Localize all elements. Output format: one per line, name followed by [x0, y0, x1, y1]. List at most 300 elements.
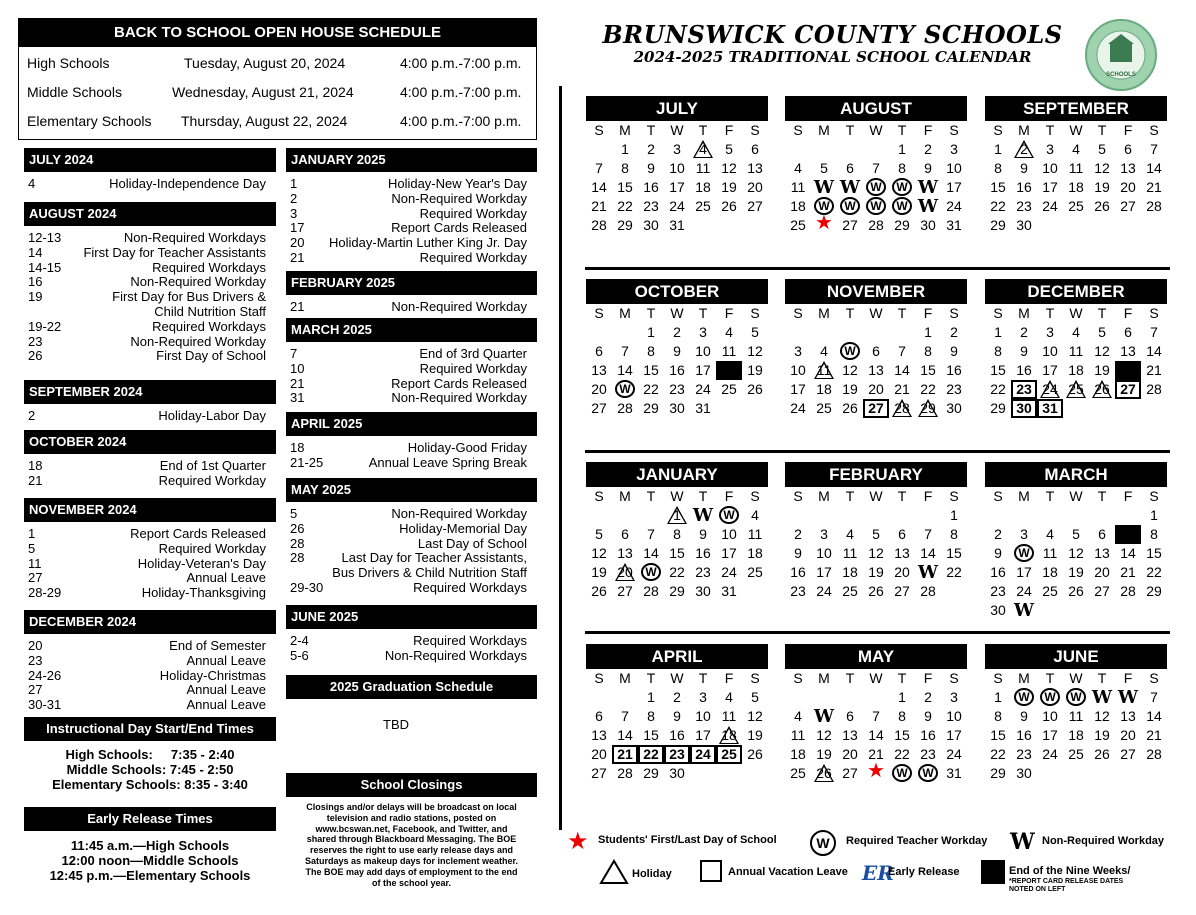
weekday-label: T	[646, 122, 656, 138]
calendar-day: 27	[842, 765, 858, 781]
week-row	[586, 399, 768, 418]
event-description: Holiday-Independence Day	[109, 176, 266, 191]
calendar-empty-cell	[863, 506, 889, 525]
month-title: FEBRUARY	[785, 462, 967, 487]
calendar-empty-cell	[785, 140, 811, 159]
calendar-day: 7	[621, 708, 629, 724]
weekday-label: W	[869, 488, 883, 504]
month-march	[985, 462, 1167, 620]
calendar-day: 25	[747, 564, 763, 580]
weekday-label: W	[670, 122, 684, 138]
calendar-empty-cell	[742, 582, 768, 601]
calendar-day: 9	[924, 708, 932, 724]
weekday-label: F	[923, 305, 933, 321]
calendar-day: 4	[794, 160, 802, 176]
row-divider	[585, 267, 1170, 270]
calendar-day: 19	[868, 564, 884, 580]
section-heading: APRIL 2025	[286, 412, 537, 436]
event-description: Non-Required Workday	[130, 333, 266, 349]
calendar-empty-cell	[785, 688, 811, 707]
calendar-day: 8	[647, 708, 655, 724]
calendar-day: 23	[790, 583, 806, 599]
calendar-day: 3	[950, 689, 958, 705]
calendar-day: 13	[591, 362, 607, 378]
calendar-day: 30	[643, 217, 659, 233]
week-row	[586, 361, 768, 380]
calendar-day: 3	[699, 324, 707, 340]
calendar-empty-cell	[811, 506, 837, 525]
calendar-day: 15	[643, 727, 659, 743]
calendar-empty-cell	[742, 399, 768, 418]
event-date: 3	[290, 205, 298, 221]
event-row	[290, 207, 527, 222]
event-row	[28, 261, 266, 276]
calendar-day: 3	[1046, 141, 1054, 157]
calendar-day: 29	[990, 765, 1006, 781]
calendar-day: 11	[842, 545, 858, 561]
weekday-label: S	[594, 122, 604, 138]
calendar-day: 25	[790, 217, 806, 233]
calendar-day	[837, 197, 863, 216]
event-description: Required Workdays	[413, 633, 527, 648]
event-row	[28, 698, 266, 713]
event-description: First Day for Bus Drivers &	[112, 289, 266, 305]
event-description: Bus Drivers & Child Nutrition Staff	[332, 565, 527, 581]
week-row	[785, 216, 967, 235]
calendar-empty-cell	[1063, 506, 1089, 525]
week-row	[586, 707, 768, 726]
calendar-day: 30	[946, 400, 962, 416]
legend-star-label: Students' First/Last Day of School	[598, 834, 777, 846]
calendar-day: 2	[1020, 324, 1028, 340]
week-row	[985, 707, 1167, 726]
calendar-day: 2	[794, 526, 802, 542]
calendar-day: 30	[990, 602, 1006, 618]
calendar-empty-cell	[1115, 399, 1141, 418]
week-row	[785, 582, 967, 601]
weekday-label: S	[750, 670, 760, 686]
calendar-empty-cell	[612, 688, 638, 707]
calendar-day	[1011, 688, 1037, 707]
calendar-day: 7	[1115, 525, 1141, 544]
weekday-label: T	[1045, 122, 1055, 138]
event-description: Required Workday	[419, 205, 527, 221]
calendar-day: 20	[591, 746, 607, 762]
legend-early-release-label: Early Release	[888, 866, 960, 878]
early-release-line: 12:00 noon—Middle Schools	[61, 853, 239, 868]
calendar-day: 15	[617, 179, 633, 195]
calendar-day: 13	[868, 362, 884, 378]
weekday-label: M	[1018, 670, 1030, 686]
weekday-label: T	[1097, 488, 1107, 504]
school-level: Elementary Schools	[27, 113, 152, 129]
graduation-heading: 2025 Graduation Schedule	[286, 675, 537, 699]
end-of-nine-weeks-icon	[981, 860, 1005, 884]
calendar-day: 11	[695, 160, 711, 176]
weekday-label: W	[1069, 122, 1083, 138]
event-date: 18	[290, 440, 305, 455]
calendar-day: 6	[595, 708, 603, 724]
calendar-day: 29	[643, 765, 659, 781]
calendar-day: 10	[1042, 708, 1058, 724]
event-row	[290, 377, 527, 392]
event-description: Non-Required Workday	[391, 299, 527, 314]
weekday-label: T	[897, 670, 907, 686]
calendar-day: 12	[816, 727, 832, 743]
calendar-day: 4	[846, 526, 854, 542]
row-divider	[585, 631, 1170, 634]
weekday-label: F	[923, 122, 933, 138]
calendar-day: 18	[842, 564, 858, 580]
calendar-day: 27	[842, 217, 858, 233]
week-row	[985, 506, 1167, 525]
calendar-empty-cell	[785, 506, 811, 525]
calendar-day: 26	[1089, 380, 1115, 399]
instructional-heading: Instructional Day Start/End Times	[24, 717, 276, 741]
calendar-empty-cell	[716, 764, 742, 783]
calendar-day: 13	[747, 160, 763, 176]
calendar-day: 30	[695, 583, 711, 599]
calendar-day	[1011, 544, 1037, 563]
calendar-day: 31	[669, 217, 685, 233]
event-date: 12-13	[28, 230, 62, 245]
calendar-day: 1	[994, 141, 1002, 157]
calendar-day: 18	[816, 381, 832, 397]
calendar-day: 21	[1146, 362, 1162, 378]
weekday-label: F	[724, 488, 734, 504]
event-row	[290, 347, 527, 362]
event-date: 30-31	[28, 697, 62, 713]
event-date: 26	[290, 520, 305, 536]
calendar-day: 20	[1094, 564, 1110, 580]
calendar-day: 25	[1063, 380, 1089, 399]
event-row	[290, 192, 527, 207]
calendar-day: 15	[643, 362, 659, 378]
school-level: High Schools	[27, 55, 110, 71]
calendar-day: 14	[617, 727, 633, 743]
weekday-label: T	[1045, 305, 1055, 321]
week-row	[586, 197, 768, 216]
weekday-header	[985, 669, 1167, 688]
event-row	[28, 275, 266, 290]
section-heading: OCTOBER 2024	[24, 430, 276, 454]
week-row	[586, 688, 768, 707]
calendar-day: 17	[695, 727, 711, 743]
calendar-day: 5	[751, 689, 759, 705]
early-release-heading: Early Release Times	[24, 807, 276, 831]
calendar-day	[811, 216, 837, 235]
week-row	[985, 688, 1167, 707]
calendar-day: 11	[721, 343, 737, 359]
event-date: 21	[290, 250, 305, 265]
calendar-day: 17	[1016, 564, 1032, 580]
weekday-label: F	[1123, 305, 1133, 321]
school-level: Middle Schools	[27, 84, 122, 100]
event-description: Required Workday	[419, 360, 527, 376]
calendar-day: 19	[842, 381, 858, 397]
open-house-date: Thursday, August 22, 2024	[181, 113, 348, 129]
calendar-day: 16	[920, 727, 936, 743]
week-row	[985, 563, 1167, 582]
calendar-day: 18	[790, 746, 806, 762]
calendar-day: 16	[643, 179, 659, 195]
weekday-label: F	[1123, 488, 1133, 504]
instructional-line: High Schools: 7:35 - 2:40	[65, 747, 235, 762]
calendar-empty-cell	[985, 506, 1011, 525]
event-row	[28, 349, 266, 364]
calendar-day: 26	[1094, 746, 1110, 762]
calendar-day: 8	[1150, 526, 1158, 542]
row-divider	[585, 450, 1170, 453]
event-date: 14-15	[28, 259, 62, 275]
calendar-day: 1	[621, 141, 629, 157]
calendar-day: 18	[790, 198, 806, 214]
event-row	[290, 391, 527, 406]
calendar-day: 12	[1094, 343, 1110, 359]
weekday-label: S	[949, 488, 959, 504]
weekday-label: T	[1045, 488, 1055, 504]
calendar-day: 20	[868, 381, 884, 397]
calendar-day: 25	[842, 583, 858, 599]
calendar-day: 6	[898, 526, 906, 542]
calendar-day: 13	[1120, 343, 1136, 359]
weekday-label: T	[897, 305, 907, 321]
calendar-day: 1	[994, 689, 1002, 705]
calendar-empty-cell	[1037, 216, 1063, 235]
event-date: 2	[28, 408, 36, 423]
calendar-day: 23	[643, 198, 659, 214]
event-description: Non-Required Workdays	[123, 230, 266, 245]
calendar-day: 11	[811, 361, 837, 380]
open-house-row	[19, 76, 536, 105]
month-june	[985, 644, 1167, 783]
event-description: Annual Leave	[186, 570, 266, 586]
calendar-day: 30	[669, 400, 685, 416]
calendar-empty-cell	[837, 323, 863, 342]
legend-required-label: Required Teacher Workday	[846, 835, 988, 847]
event-row	[28, 669, 266, 684]
calendar-day: 20	[1120, 727, 1136, 743]
section-heading: MAY 2025	[286, 478, 537, 502]
calendar-day	[638, 563, 664, 582]
weekday-label: S	[793, 122, 803, 138]
calendar-empty-cell	[1089, 216, 1115, 235]
event-row	[290, 236, 527, 251]
calendar-day: 10	[721, 526, 737, 542]
calendar-day: 1	[950, 507, 958, 523]
calendar-day: 8	[621, 160, 629, 176]
early-release-icon: ER	[862, 861, 894, 885]
calendar-day: 13	[591, 727, 607, 743]
calendar-day: 14	[920, 545, 936, 561]
non-required-workday-icon: W	[1010, 829, 1035, 855]
weekday-label: W	[1069, 670, 1083, 686]
weekday-label: S	[1149, 488, 1159, 504]
calendar-day: 17	[1042, 179, 1058, 195]
calendar-empty-cell	[742, 764, 768, 783]
annual-leave-box-icon	[700, 860, 722, 882]
calendar-day: 13	[1094, 545, 1110, 561]
calendar-day: 10	[695, 343, 711, 359]
weekday-label: T	[845, 488, 855, 504]
calendar-day: 16	[1016, 362, 1032, 378]
weekday-label: S	[1149, 305, 1159, 321]
calendar-day: 27	[591, 400, 607, 416]
calendar-empty-cell	[863, 323, 889, 342]
calendar-empty-cell	[1037, 764, 1063, 783]
weekday-label: M	[619, 488, 631, 504]
calendar-day: 12	[721, 160, 737, 176]
weekday-label: W	[670, 670, 684, 686]
calendar-day: 8	[898, 160, 906, 176]
event-row	[28, 571, 266, 586]
event-description: Holiday-Veteran's Day	[137, 555, 266, 571]
month-october	[586, 279, 768, 418]
calendar-day: 4	[1072, 324, 1080, 340]
calendar-day: 8	[647, 343, 655, 359]
weekday-label: T	[1097, 670, 1107, 686]
event-date: 17	[290, 220, 305, 236]
calendar-day: 1	[664, 506, 690, 525]
weekday-header	[985, 121, 1167, 140]
calendar-day: 2	[673, 689, 681, 705]
weekday-header	[586, 121, 768, 140]
week-row	[985, 525, 1167, 544]
event-date: 19	[28, 289, 43, 305]
closings-line: television and radio stations, posted on	[326, 812, 497, 823]
calendar-day: 24	[946, 198, 962, 214]
calendar-empty-cell	[690, 764, 716, 783]
calendar-day	[915, 563, 941, 582]
section-heading: AUGUST 2024	[24, 202, 276, 226]
calendar-day: 9	[1020, 160, 1028, 176]
weekday-label: W	[1069, 305, 1083, 321]
calendar-empty-cell	[889, 506, 915, 525]
calendar-day: 16	[1016, 179, 1032, 195]
weekday-label: W	[869, 670, 883, 686]
week-row	[586, 323, 768, 342]
calendar-day: 28	[617, 400, 633, 416]
event-date: 2	[290, 190, 298, 206]
calendar-day	[1089, 688, 1115, 707]
event-description: Required Workday	[158, 540, 266, 556]
calendar-day: 25	[790, 765, 806, 781]
calendar-day: 28	[643, 583, 659, 599]
calendar-day: 18	[1042, 564, 1058, 580]
calendar-day: 30	[1016, 765, 1032, 781]
calendar-day: 11	[747, 526, 763, 542]
event-row	[28, 557, 266, 572]
calendar-day: 20	[842, 746, 858, 762]
open-house-row	[19, 105, 536, 134]
event-description: Required Workday	[158, 472, 266, 488]
calendar-day: 31	[946, 217, 962, 233]
calendar-day: 30	[1016, 217, 1032, 233]
calendar-day: 6	[1124, 141, 1132, 157]
calendar-day: 31	[1037, 399, 1063, 418]
calendar-day: 10	[946, 160, 962, 176]
weekday-label: T	[1045, 670, 1055, 686]
calendar-day: 14	[894, 362, 910, 378]
calendar-day: 16	[669, 362, 685, 378]
calendar-day: 6	[872, 343, 880, 359]
weekday-label: M	[1018, 122, 1030, 138]
month-september	[985, 96, 1167, 235]
event-row	[28, 639, 266, 654]
weekday-label: S	[993, 305, 1003, 321]
week-row	[785, 140, 967, 159]
calendar-day: 4	[1046, 526, 1054, 542]
weekday-label: W	[869, 122, 883, 138]
weekday-label: M	[818, 488, 830, 504]
calendar-day: 25	[816, 400, 832, 416]
weekday-header	[785, 304, 967, 323]
calendar-day: 28	[617, 765, 633, 781]
weekday-label: T	[897, 488, 907, 504]
calendar-day: 21	[612, 745, 638, 764]
calendar-day: 22	[894, 746, 910, 762]
event-description: End of Semester	[169, 638, 266, 653]
event-row	[28, 459, 266, 474]
calendar-day: 7	[595, 160, 603, 176]
event-row	[28, 474, 266, 489]
calendar-day: 28	[591, 217, 607, 233]
week-row	[785, 361, 967, 380]
calendar-day: 28	[920, 583, 936, 599]
calendar-day: 6	[1098, 526, 1106, 542]
calendar-day: 3	[1046, 324, 1054, 340]
weekday-label: S	[750, 122, 760, 138]
calendar-day: 28	[1146, 746, 1162, 762]
calendar-day: 7	[1150, 324, 1158, 340]
event-description: Child Nutrition Staff	[154, 304, 266, 319]
calendar-day: 7	[1150, 141, 1158, 157]
instructional-times	[24, 747, 276, 792]
calendar-day: 24	[669, 198, 685, 214]
weekday-label: T	[698, 122, 708, 138]
week-row	[785, 178, 967, 197]
calendar-empty-cell	[742, 216, 768, 235]
weekday-label: F	[923, 488, 933, 504]
calendar-empty-cell	[1089, 506, 1115, 525]
open-house-date: Wednesday, August 21, 2024	[172, 84, 354, 100]
calendar-day: 16	[1016, 727, 1032, 743]
weekday-label: F	[724, 670, 734, 686]
calendar-day: 8	[898, 708, 906, 724]
week-row	[785, 688, 967, 707]
calendar-day: 6	[846, 160, 854, 176]
calendar-day: 22	[617, 198, 633, 214]
weekday-label: T	[646, 670, 656, 686]
calendar-day: 19	[816, 746, 832, 762]
week-row	[985, 178, 1167, 197]
week-row	[785, 764, 967, 783]
month-december	[985, 279, 1167, 418]
calendar-day	[1063, 688, 1089, 707]
event-row	[290, 634, 527, 649]
weekday-label: F	[1123, 670, 1133, 686]
week-row	[586, 178, 768, 197]
page-title: BRUNSWICK COUNTY SCHOOLS	[602, 20, 1063, 49]
calendar-day: 22	[990, 746, 1006, 762]
week-row	[586, 140, 768, 159]
calendar-day: 22	[946, 564, 962, 580]
month-may	[785, 644, 967, 783]
calendar-day	[837, 342, 863, 361]
calendar-empty-cell	[915, 506, 941, 525]
weekday-label: S	[993, 488, 1003, 504]
calendar-day: 10	[1042, 343, 1058, 359]
